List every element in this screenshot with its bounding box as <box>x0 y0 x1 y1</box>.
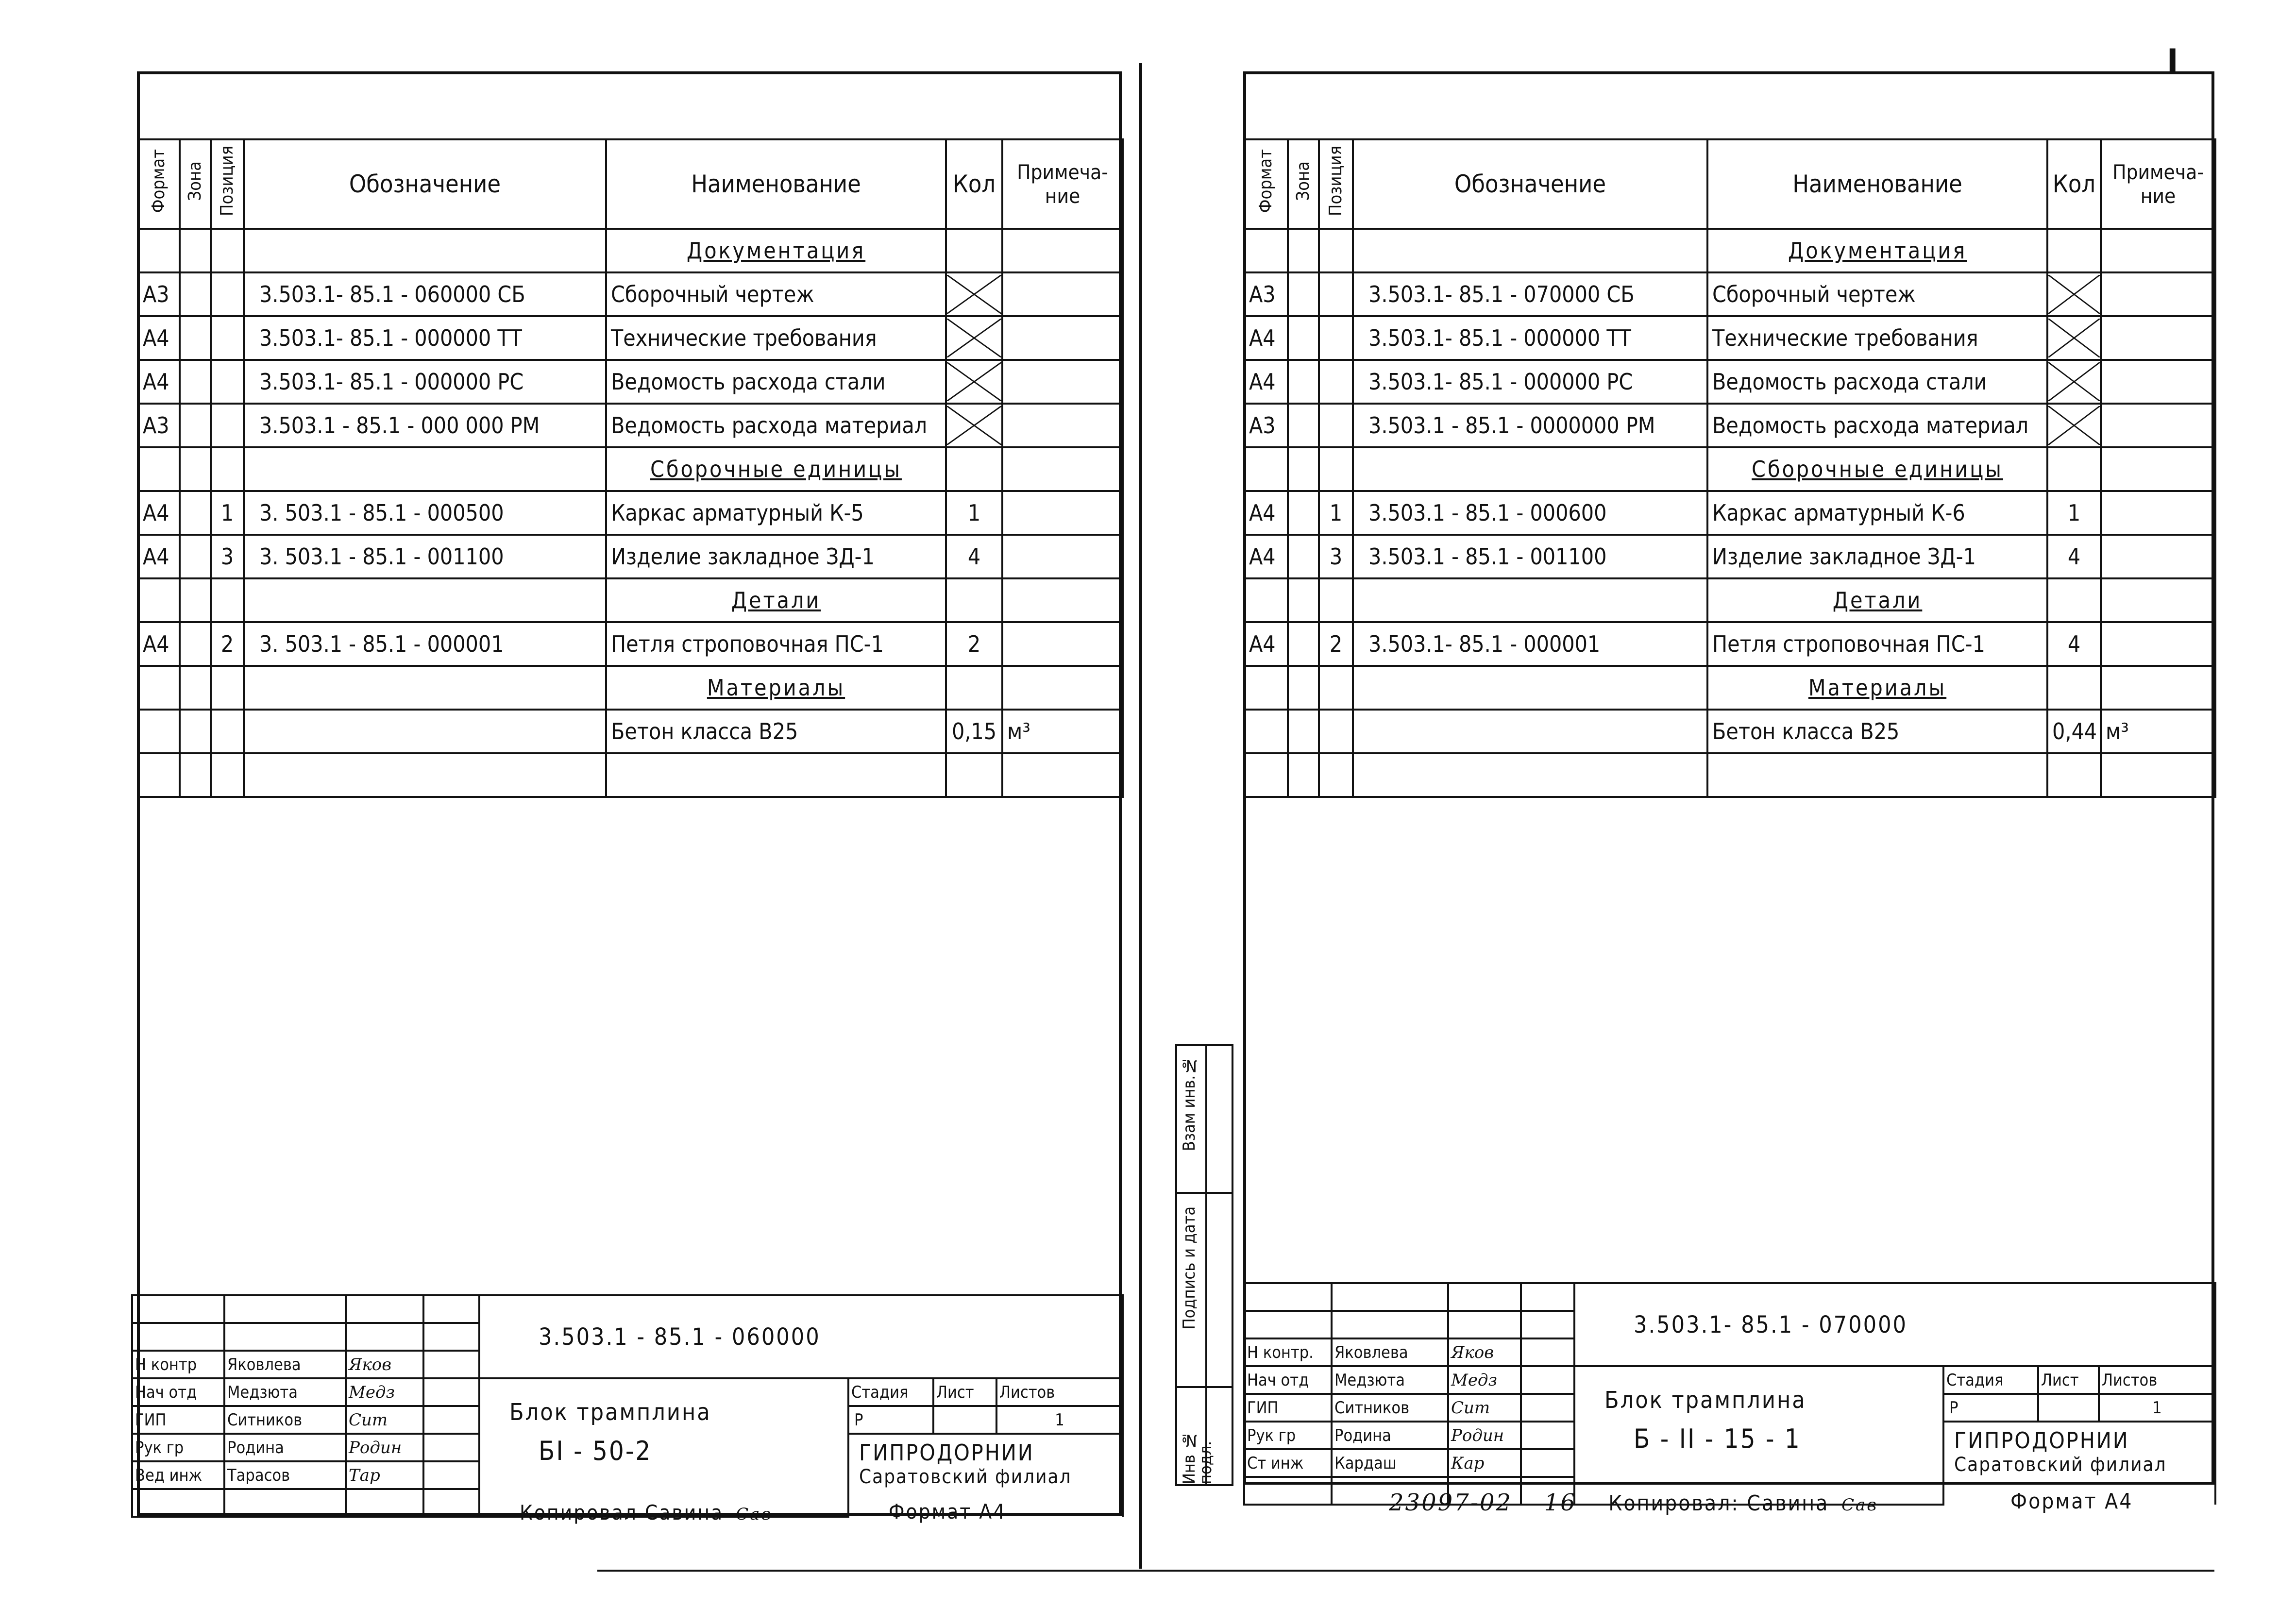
cell-note <box>2101 404 2215 447</box>
cell-designation: 3.503.1- 85.1 - 000000 ТТ <box>244 316 606 360</box>
table-row <box>1244 316 2215 360</box>
cell-position: 1 <box>1319 491 1353 535</box>
cell-name: Технические требования <box>606 316 946 360</box>
cell-designation: 3.503.1 - 85.1 - 000600 <box>1353 491 1707 535</box>
cell-position <box>1319 753 1353 797</box>
cell-format <box>1244 753 1288 797</box>
signature: Родин <box>1448 1422 1521 1449</box>
cell-note: м³ <box>1002 710 1123 753</box>
person-name: Тарасов <box>224 1461 346 1489</box>
signature-row <box>132 1378 1123 1406</box>
left-copied: Копировал Савина Сав <box>520 1501 773 1524</box>
cell-zone <box>1288 272 1319 316</box>
cell-format: A4 <box>138 491 180 535</box>
cell-position: 3 <box>211 535 244 578</box>
cell-position: 1 <box>211 491 244 535</box>
cell-note <box>2101 622 2215 666</box>
cell-name: Изделие закладное ЗД-1 <box>606 535 946 578</box>
section-row <box>1244 447 2215 491</box>
cell-qty <box>2047 753 2101 797</box>
cell-position <box>211 753 244 797</box>
role-label: Рук гр <box>132 1434 224 1461</box>
col-position-header: Позиция <box>217 146 237 217</box>
cell-qty: 0,15 <box>946 710 1002 753</box>
section-title: Материалы <box>1707 666 2047 710</box>
doc-number: 23097-02 <box>1389 1489 1512 1516</box>
cell-position <box>211 404 244 447</box>
sheet-value <box>2038 1394 2099 1422</box>
cell-position <box>1319 272 1353 316</box>
center-divider <box>1139 63 1142 1569</box>
role-label: Нач отд <box>1244 1366 1332 1394</box>
cell-designation <box>1353 753 1707 797</box>
col-designation-header: Обозначение <box>244 139 606 229</box>
cell-format <box>1244 710 1288 753</box>
cell-name: Ведомость расхода стали <box>606 360 946 404</box>
stage-label: Стадия <box>1943 1366 2038 1394</box>
cell-format <box>138 753 180 797</box>
table-header <box>1244 139 2215 229</box>
cell-name: Каркас арматурный К-5 <box>606 491 946 535</box>
col-format-header: Формат <box>1256 149 1276 213</box>
section-row <box>138 229 1123 272</box>
signature: Яков <box>346 1351 423 1378</box>
cell-zone <box>1288 360 1319 404</box>
col-name-header: Наименование <box>1707 139 2047 229</box>
table-row <box>138 753 1123 797</box>
copied-label: Копировал: Савина <box>1608 1491 1829 1516</box>
col-name-header: Наименование <box>606 139 946 229</box>
col-qty-header: Кол <box>946 139 1002 229</box>
cell-name: Ведомость расхода материал <box>1707 404 2047 447</box>
col-format-header: Формат <box>149 149 169 213</box>
col-zone-header: Зона <box>185 161 205 201</box>
cell-designation: 3.503.1- 85.1 - 060000 СБ <box>244 272 606 316</box>
sheets-label: Листов <box>996 1378 1123 1406</box>
person-name: Яковлева <box>1332 1338 1448 1366</box>
person-name: Медзюта <box>1332 1366 1448 1394</box>
cell-qty: 4 <box>2047 535 2101 578</box>
cell-qty: 4 <box>946 535 1002 578</box>
right-format-label: Формат А4 <box>2010 1489 2133 1514</box>
role-label: ГИП <box>1244 1394 1332 1422</box>
table-row <box>138 622 1123 666</box>
left-spec-table <box>137 138 1124 798</box>
section-title: Материалы <box>606 666 946 710</box>
col-designation-header: Обозначение <box>1353 139 1707 229</box>
right-title-block <box>1243 1282 2216 1506</box>
cell-name: Петля строповочная ПС-1 <box>1707 622 2047 666</box>
cell-qty: 1 <box>2047 491 2101 535</box>
cross-out-mark <box>947 319 1001 357</box>
cell-position <box>211 710 244 753</box>
cell-format: A4 <box>138 316 180 360</box>
cell-qty <box>2047 360 2101 404</box>
cell-position: 2 <box>1319 622 1353 666</box>
cell-qty <box>946 753 1002 797</box>
cell-zone <box>180 272 211 316</box>
cross-out-mark <box>947 275 1001 314</box>
cell-note <box>2101 753 2215 797</box>
stamp-vzam: Взам инв.№ <box>1180 1056 1199 1152</box>
cross-out-mark <box>2048 406 2100 445</box>
cell-note <box>2101 491 2215 535</box>
org-branch: Саратовский филиал <box>859 1466 1072 1488</box>
cell-name: Технические требования <box>1707 316 2047 360</box>
cell-zone <box>180 404 211 447</box>
cell-format: A4 <box>1244 535 1288 578</box>
col-note-header: Примеча-ние <box>1002 139 1123 229</box>
cell-position <box>1319 710 1353 753</box>
cell-name: Ведомость расхода материал <box>606 404 946 447</box>
table-row <box>1244 753 2215 797</box>
role-label: Нач отд <box>132 1378 224 1406</box>
cell-note <box>1002 491 1123 535</box>
person-name: Родина <box>1332 1422 1448 1449</box>
stage-value: Р <box>848 1406 933 1434</box>
sheets-value: 1 <box>2099 1394 2215 1422</box>
cell-designation: 3.503.1 - 85.1 - 0000000 РМ <box>1353 404 1707 447</box>
table-row <box>1244 404 2215 447</box>
role-label: Н контр. <box>1244 1338 1332 1366</box>
table-row <box>138 710 1123 753</box>
left-title-block <box>131 1294 1124 1518</box>
cell-designation: 3.503.1- 85.1 - 000000 РС <box>244 360 606 404</box>
right-spec-body <box>1244 229 2215 797</box>
cell-name: Каркас арматурный К-6 <box>1707 491 2047 535</box>
cell-zone <box>180 360 211 404</box>
cell-qty <box>946 272 1002 316</box>
cell-format: A4 <box>138 535 180 578</box>
table-row <box>1244 535 2215 578</box>
stage-value: Р <box>1943 1394 2038 1422</box>
signature: Тар <box>346 1461 423 1489</box>
section-title: Документация <box>1707 229 2047 272</box>
title-line1: Блок трамплина <box>1604 1387 1806 1414</box>
cell-position <box>1319 404 1353 447</box>
table-row <box>138 491 1123 535</box>
cell-name <box>606 753 946 797</box>
cell-name: Сборочный чертеж <box>1707 272 2047 316</box>
signature-row <box>1244 1366 2215 1394</box>
cell-note <box>1002 622 1123 666</box>
cell-designation <box>1353 710 1707 753</box>
role-label: ГИП <box>132 1406 224 1434</box>
stamp-inv-podl: Инв № подл. <box>1180 1430 1216 1484</box>
cell-designation: 3.503.1- 85.1 - 000000 РС <box>1353 360 1707 404</box>
cell-qty: 0,44 <box>2047 710 2101 753</box>
cell-zone <box>180 622 211 666</box>
doc-code: 3.503.1- 85.1 - 070000 <box>1574 1283 2215 1366</box>
cell-format: A3 <box>1244 404 1288 447</box>
person-name: Кардаш <box>1332 1449 1448 1477</box>
cell-zone <box>180 535 211 578</box>
cell-qty <box>2047 272 2101 316</box>
cross-out-mark <box>947 362 1001 401</box>
cell-note: м³ <box>2101 710 2215 753</box>
cell-format: A3 <box>138 404 180 447</box>
signature: Яков <box>1448 1338 1521 1366</box>
cell-note <box>1002 272 1123 316</box>
cell-designation <box>244 753 606 797</box>
person-name: Медзюта <box>224 1378 346 1406</box>
table-row <box>138 272 1123 316</box>
signature: Медз <box>1448 1366 1521 1394</box>
cell-note <box>2101 360 2215 404</box>
title-line2: Б - II - 15 - 1 <box>1634 1423 1801 1454</box>
doc-code: 3.503.1 - 85.1 - 060000 <box>479 1295 1123 1378</box>
cell-designation: 3.503.1- 85.1 - 000000 ТТ <box>1353 316 1707 360</box>
right-footer: 23097-02 16 Копировал: Савина Сав <box>1389 1489 1878 1516</box>
right-spec-table <box>1243 138 2216 798</box>
cell-qty <box>946 316 1002 360</box>
table-header <box>138 139 1123 229</box>
cell-qty <box>2047 404 2101 447</box>
cell-zone <box>180 753 211 797</box>
cell-format: A3 <box>1244 272 1288 316</box>
col-note-header: Примеча-ние <box>2101 139 2215 229</box>
cell-note <box>1002 360 1123 404</box>
cell-qty: 1 <box>946 491 1002 535</box>
cell-designation: 3. 503.1 - 85.1 - 000001 <box>244 622 606 666</box>
section-title: Документация <box>606 229 946 272</box>
section-row <box>1244 666 2215 710</box>
cell-note <box>2101 316 2215 360</box>
cell-designation: 3. 503.1 - 85.1 - 001100 <box>244 535 606 578</box>
cell-name: Бетон класса В25 <box>1707 710 2047 753</box>
table-row <box>1244 360 2215 404</box>
cell-format: A4 <box>1244 622 1288 666</box>
cell-name <box>1707 753 2047 797</box>
section-row <box>138 447 1123 491</box>
table-row <box>138 404 1123 447</box>
role-label: Вед инж <box>132 1461 224 1489</box>
cell-position: 3 <box>1319 535 1353 578</box>
cell-qty: 2 <box>946 622 1002 666</box>
cell-format: A4 <box>1244 491 1288 535</box>
cell-position <box>211 272 244 316</box>
stage-label: Стадия <box>848 1378 933 1406</box>
signature: Медз <box>346 1378 423 1406</box>
cell-qty: 4 <box>2047 622 2101 666</box>
cell-zone <box>180 710 211 753</box>
left-spec-body <box>138 229 1123 797</box>
person-name: Ситников <box>224 1406 346 1434</box>
cross-out-mark <box>947 406 1001 445</box>
section-row <box>138 578 1123 622</box>
cell-note <box>1002 404 1123 447</box>
left-format-label: Формат А4 <box>889 1500 1007 1524</box>
cell-zone <box>180 316 211 360</box>
cell-position: 2 <box>211 622 244 666</box>
cross-out-mark <box>2048 362 2100 401</box>
side-stamp <box>1175 1044 1233 1486</box>
cell-format: A4 <box>1244 360 1288 404</box>
stamp-podpis: Подпись и дата <box>1180 1206 1199 1330</box>
person-name: Ситников <box>1332 1394 1448 1422</box>
cell-name: Изделие закладное ЗД-1 <box>1707 535 2047 578</box>
col-position-header: Позиция <box>1326 146 1346 217</box>
cell-note <box>1002 753 1123 797</box>
cell-position <box>1319 316 1353 360</box>
role-label: Рук гр <box>1244 1422 1332 1449</box>
cell-designation <box>244 710 606 753</box>
cell-name: Бетон класса В25 <box>606 710 946 753</box>
page-number: 16 <box>1544 1489 1577 1516</box>
signature: Сит <box>1448 1394 1521 1422</box>
bottom-baseline <box>597 1570 2214 1572</box>
cell-zone <box>1288 622 1319 666</box>
section-row <box>1244 229 2215 272</box>
cell-format: A4 <box>138 360 180 404</box>
person-name: Яковлева <box>224 1351 346 1378</box>
org-name: ГИПРОДОРНИИ <box>1954 1427 2129 1454</box>
section-row <box>1244 578 2215 622</box>
table-row <box>1244 710 2215 753</box>
cell-designation: 3.503.1 - 85.1 - 000 000 РМ <box>244 404 606 447</box>
cell-zone <box>1288 316 1319 360</box>
role-label: Ст инж <box>1244 1449 1332 1477</box>
cell-designation: 3.503.1- 85.1 - 000001 <box>1353 622 1707 666</box>
section-title: Сборочные единицы <box>1707 447 2047 491</box>
cell-position <box>1319 360 1353 404</box>
cell-name: Ведомость расхода стали <box>1707 360 2047 404</box>
cell-zone <box>1288 753 1319 797</box>
cell-position <box>211 316 244 360</box>
table-row <box>1244 272 2215 316</box>
sheets-label: Листов <box>2099 1366 2215 1394</box>
cell-note <box>2101 535 2215 578</box>
section-row <box>138 666 1123 710</box>
cell-note <box>1002 535 1123 578</box>
cell-designation: 3.503.1 - 85.1 - 001100 <box>1353 535 1707 578</box>
cell-designation: 3. 503.1 - 85.1 - 000500 <box>244 491 606 535</box>
cell-zone <box>1288 491 1319 535</box>
org-name: ГИПРОДОРНИИ <box>859 1440 1034 1466</box>
signature: Кар <box>1448 1449 1521 1477</box>
cell-format: A3 <box>138 272 180 316</box>
signature: Сит <box>346 1406 423 1434</box>
section-title: Детали <box>1707 578 2047 622</box>
cell-zone <box>1288 404 1319 447</box>
cell-name: Петля строповочная ПС-1 <box>606 622 946 666</box>
cell-qty <box>946 404 1002 447</box>
table-row <box>138 535 1123 578</box>
table-row <box>1244 622 2215 666</box>
cell-format: A4 <box>138 622 180 666</box>
cell-name: Сборочный чертеж <box>606 272 946 316</box>
col-qty-header: Кол <box>2047 139 2101 229</box>
section-title: Сборочные единицы <box>606 447 946 491</box>
cell-zone <box>1288 535 1319 578</box>
role-label: Н контр <box>132 1351 224 1378</box>
table-row <box>138 360 1123 404</box>
col-zone-header: Зона <box>1293 161 1313 201</box>
sheet-label: Лист <box>933 1378 996 1406</box>
cell-position <box>211 360 244 404</box>
cell-format: A4 <box>1244 316 1288 360</box>
cell-qty <box>2047 316 2101 360</box>
cell-note <box>1002 316 1123 360</box>
cross-out-mark <box>2048 319 2100 357</box>
table-row <box>138 316 1123 360</box>
section-title: Детали <box>606 578 946 622</box>
person-name: Родина <box>224 1434 346 1461</box>
cell-qty <box>946 360 1002 404</box>
corner-mark: I <box>2167 42 2178 82</box>
signature: Родин <box>346 1434 423 1461</box>
cross-out-mark <box>2048 275 2100 314</box>
cell-zone <box>180 491 211 535</box>
table-row <box>1244 491 2215 535</box>
cell-designation: 3.503.1- 85.1 - 070000 СБ <box>1353 272 1707 316</box>
sheets-value: 1 <box>996 1406 1123 1434</box>
sheet-value <box>933 1406 996 1434</box>
cell-zone <box>1288 710 1319 753</box>
title-line2: БI - 50-2 <box>539 1436 652 1466</box>
cell-format <box>138 710 180 753</box>
org-branch: Саратовский филиал <box>1954 1454 2167 1476</box>
sheet-label: Лист <box>2038 1366 2099 1394</box>
cell-note <box>2101 272 2215 316</box>
title-line1: Блок трамплина <box>509 1399 711 1426</box>
